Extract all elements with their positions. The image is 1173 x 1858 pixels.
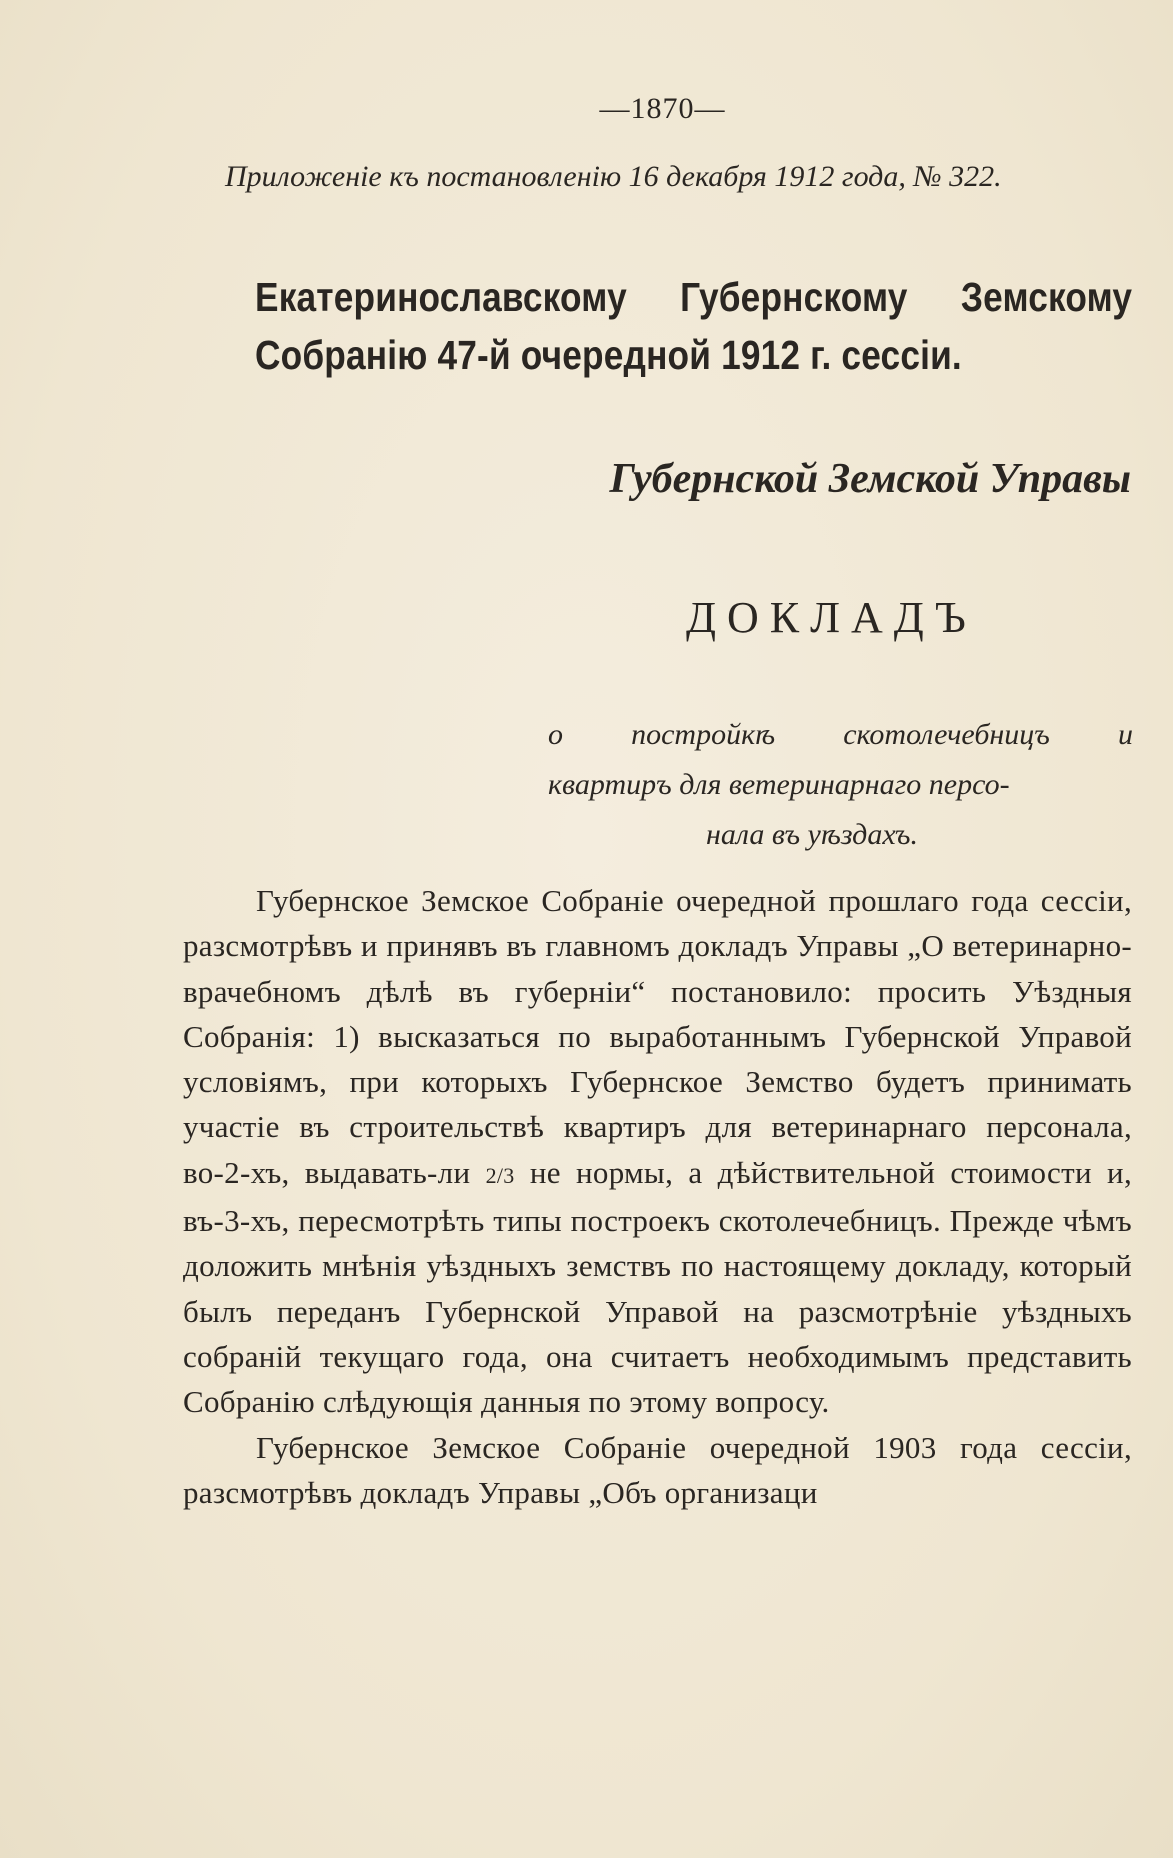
authority-heading: Губернской Земской Управы xyxy=(609,456,1131,502)
paragraph-1 xyxy=(183,878,1132,1425)
fraction: 2/3 xyxy=(485,1162,515,1188)
report-subject xyxy=(548,710,1133,860)
recipient-heading: Екатеринославскому Губернскому Земскому Собранію 47-й очередной 1912 г. сессіи. xyxy=(255,274,1133,378)
paragraph-2: Губернское Земское Собраніе очередной 1903 года сессіи, разсмотрѣвъ докладъ Управы „Объ организаци xyxy=(183,1429,1132,1510)
body-text xyxy=(183,878,1132,1515)
subject-word: о xyxy=(548,718,563,751)
paragraph-1-end: не нормы, а дѣйствительной стоимости и, въ-3-хъ, пересмотрѣть типы построекъ скотолечебницъ. Прежде чѣмъ доложить мнѣнія уѣздныхъ земствъ по настоящему докладу, который былъ переданъ Губернской Управой на разсмотрѣніе уѣздныхъ собраній текущаго года, она считаетъ необходимымъ представить Собранію слѣдующія данныя по этому вопросу. xyxy=(183,1154,1132,1420)
subject-line-1 xyxy=(548,710,1133,760)
subject-line-2: квартиръ для ветеринарнаго персо- xyxy=(548,768,1010,801)
appendix-note: Приложеніе къ постановленію 16 декабря 1912 года, № 322. xyxy=(225,160,1002,193)
subject-word: скотолечебницъ xyxy=(843,718,1050,751)
document-title: ДОКЛАДЪ xyxy=(686,593,977,642)
page-number: —1870— xyxy=(599,92,726,125)
paragraph-1-start: Губернское Земское Собраніе очередной прошлаго года сессіи, разсмотрѣвъ и принявъ въ главномъ докладъ Управы „О ветеринарно-врачебномъ дѣлѣ въ губерніи“ постановило: просить Уѣздныя Собранія: 1) высказаться по выработаннымъ Губернской Управой условіямъ, при которыхъ Губернское Земство будетъ принимать участіе въ строительствѣ квартиръ для ветеринарнаго персонала, во-2-хъ, выдавать-ли xyxy=(183,883,1132,1190)
subject-word: постройкѣ xyxy=(631,718,776,751)
subject-line-3: нала въ уѣздахъ. xyxy=(706,818,918,851)
subject-word: и xyxy=(1117,718,1133,751)
